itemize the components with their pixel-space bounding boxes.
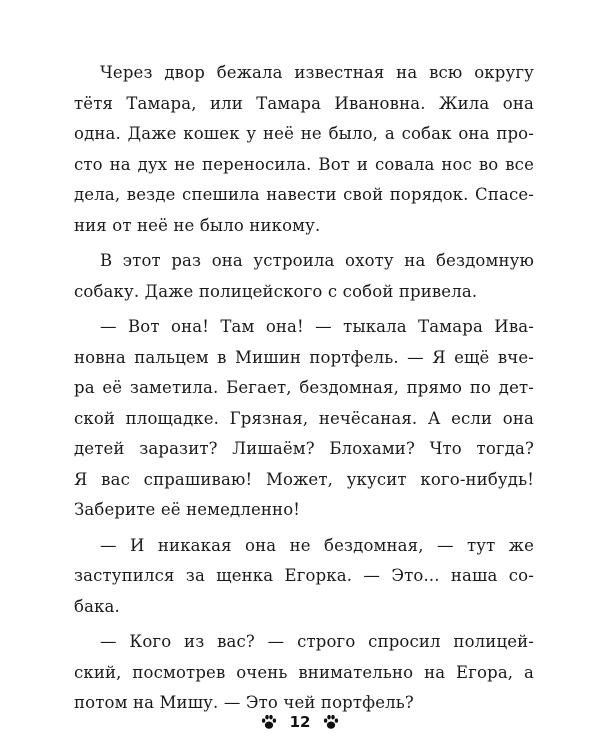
text-line: собаку. Даже полицейского с собой привела. xyxy=(74,281,478,301)
text-line: потом на Мишу. — Это чей портфель? xyxy=(74,693,414,712)
text-line: Заберите её немедленно! xyxy=(74,500,301,519)
text-line: ский, посмотрев очень внимательно на Егора, а xyxy=(74,662,534,682)
paw-print-icon xyxy=(260,713,278,731)
text-line: ния от неё не было никому. xyxy=(74,215,321,235)
text-line: дела, везде спешила навести свой порядок. Спасе- xyxy=(74,185,534,204)
text-line: ра её заметила. Бегает, бездомная, прямо по дет- xyxy=(74,378,534,397)
text-line: В этот раз она устроила охоту на бездомную xyxy=(100,251,534,270)
text-line: тётя Тамара, или Тамара Ивановна. Жила она xyxy=(74,93,534,113)
text-line: — Вот она! Там она! — тыкала Тамара Ива- xyxy=(100,317,534,336)
paragraph xyxy=(74,627,534,719)
text-line: Я вас спрашиваю! Может, укусит кого-нибудь! xyxy=(74,469,534,489)
paw-print-icon xyxy=(322,713,340,731)
text-line: сто на дух не переносила. Вот и совала нос во все xyxy=(74,154,534,174)
text-line: — Кого из вас? — строго спросил полицей- xyxy=(100,632,534,651)
page-footer xyxy=(0,709,600,735)
text-line: заступился за щенка Егорка. — Это... наша со- xyxy=(74,566,534,585)
text-line: ской площадке. Грязная, нечёсаная. А если она xyxy=(74,408,534,428)
page-number: 12 xyxy=(289,713,311,731)
text-line: одна. Даже кошек у неё не было, а собак она про- xyxy=(74,124,534,143)
story-text xyxy=(74,58,534,724)
text-line: Через двор бежала известная на всю округу xyxy=(100,63,534,82)
paragraph xyxy=(74,312,534,526)
text-line: — И никакая она не бездомная, — тут же xyxy=(100,535,534,555)
paragraph xyxy=(74,58,534,241)
paragraph xyxy=(74,531,534,623)
paragraph xyxy=(74,246,534,307)
text-line: новна пальцем в Мишин портфель. — Я ещё вче- xyxy=(74,347,534,367)
text-line: бака. xyxy=(74,596,120,616)
text-line: детей заразит? Лишаём? Блохами? Что тогда? xyxy=(74,439,534,458)
